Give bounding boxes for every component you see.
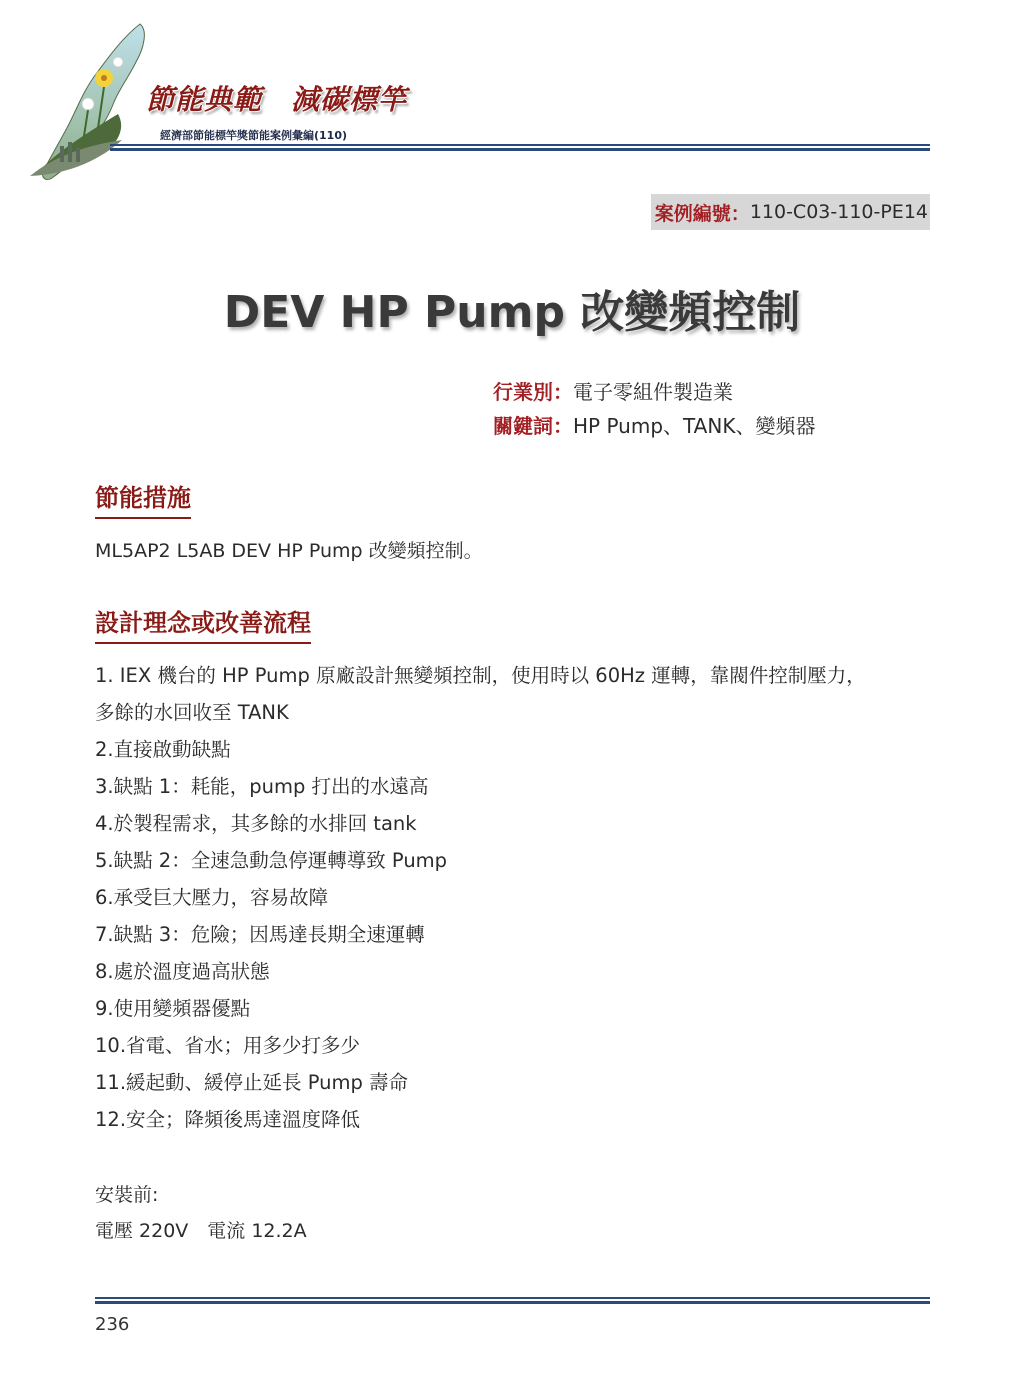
brand-title: 節能典範 減碳標竿	[146, 83, 408, 116]
design-concept-heading: 設計理念或改善流程	[95, 603, 311, 644]
keywords-label: 關鍵詞：	[493, 414, 573, 438]
industry-value: 電子零組件製造業	[573, 380, 733, 404]
document-title: DEV HP Pump 改變頻控制	[223, 287, 801, 338]
brand-subtitle: 經濟部節能標竿獎節能案例彙編(110)	[160, 129, 348, 142]
list-item: 3.缺點 1：耗能，pump 打出的水遠高	[95, 775, 429, 798]
list-item: 多餘的水回收至 TANK	[95, 701, 289, 724]
case-number-box	[651, 194, 930, 230]
case-number-label: 案例編號：	[654, 202, 750, 225]
before-install-readings: 電壓 220V 電流 12.2A	[95, 1220, 307, 1242]
list-item: 10.省電、省水；用多少打多少	[95, 1034, 361, 1057]
list-item: 7.缺點 3：危險；因馬達長期全速運轉	[95, 923, 425, 946]
before-install-label: 安裝前:	[95, 1184, 159, 1206]
industry-label: 行業別：	[493, 380, 573, 404]
header-divider	[110, 144, 930, 151]
keywords-line	[493, 410, 815, 439]
list-item: 2.直接啟動缺點	[95, 738, 231, 761]
page-number: 236	[95, 1314, 130, 1335]
list-item: 1. IEX 機台的 HP Pump 原廠設計無變頻控制，使用時以 60Hz 運轉，靠閥件控制壓力，	[95, 664, 866, 687]
improvement-steps-list	[95, 660, 866, 1141]
list-item: 4.於製程需求，其多餘的水排回 tank	[95, 812, 417, 835]
list-item: 9.使用變頻器優點	[95, 997, 251, 1020]
keywords-value: HP Pump、TANK、變頻器	[573, 414, 816, 438]
list-item: 5.缺點 2：全速急動急停運轉導致 Pump	[95, 849, 448, 872]
industry-line	[493, 376, 733, 405]
energy-measure-text: ML5AP2 L5AB DEV HP Pump 改變頻控制。	[95, 540, 483, 562]
taiwan-island-logo-icon	[22, 18, 152, 188]
footer-divider	[95, 1297, 930, 1304]
list-item: 12.安全；降頻後馬達溫度降低	[95, 1108, 361, 1131]
list-item: 6.承受巨大壓力，容易故障	[95, 886, 329, 909]
list-item: 8.處於溫度過高狀態	[95, 960, 270, 983]
list-item: 11.緩起動、緩停止延長 Pump 壽命	[95, 1071, 409, 1094]
energy-measure-heading: 節能措施	[95, 478, 191, 519]
case-number-value: 110-C03-110-PE14	[749, 201, 928, 223]
